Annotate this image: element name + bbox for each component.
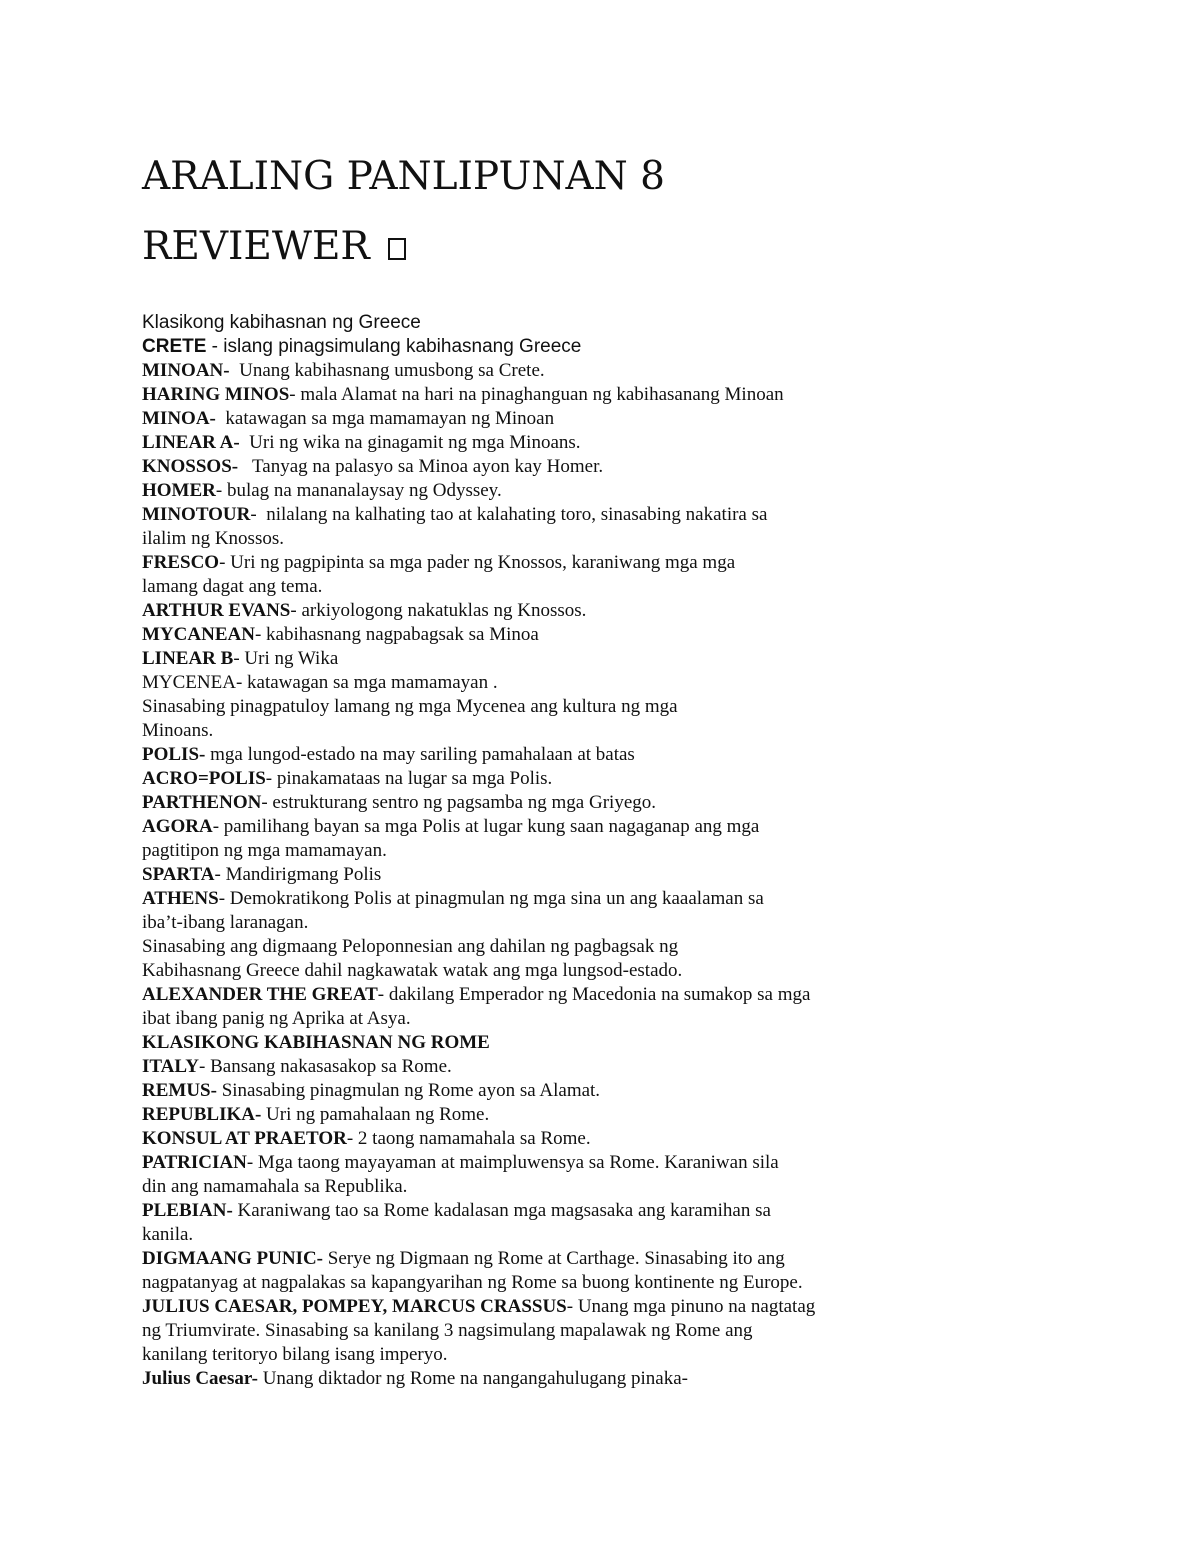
missing-glyph-box-icon — [388, 238, 406, 260]
term-description: din ang namamahala sa Republika. — [142, 1176, 408, 1197]
document-line — [142, 1055, 1152, 1079]
term-description: - mala Alamat na hari na pinaghanguan ng kabihasanang Minoan — [289, 384, 784, 405]
document-line — [142, 887, 1152, 911]
document-line — [142, 431, 1152, 455]
term-description: - arkiyologong nakatuklas ng Knossos. — [290, 600, 587, 621]
document-line — [142, 359, 1152, 383]
document-line — [142, 1367, 1152, 1391]
document-line — [142, 1223, 1152, 1247]
document-title-line-1 — [142, 154, 665, 200]
term-label: REPUBLIKA- — [142, 1104, 262, 1125]
term-description: mga lungod-estado na may sariling pamahalaan at batas — [205, 744, 635, 765]
term-label: ATHENS — [142, 888, 219, 909]
term-label: REMUS- — [142, 1080, 217, 1101]
document-line — [142, 383, 1152, 407]
term-description: - bulag na mananalaysay ng Odyssey. — [215, 480, 502, 501]
term-label: ITALY — [142, 1056, 200, 1077]
term-label: SPARTA — [142, 864, 215, 885]
document-line — [142, 1247, 1152, 1271]
document-line — [142, 839, 1152, 863]
document-line — [142, 479, 1152, 503]
document-line — [142, 1007, 1152, 1031]
term-label: ARTHUR EVANS — [142, 600, 291, 621]
term-label: LINEAR A- — [142, 432, 240, 453]
term-description: - Unang mga pinuno na nagtatag — [566, 1296, 816, 1317]
term-description: Sinasabing pinagpatuloy lamang ng mga Mycenea ang kultura ng mga — [142, 696, 678, 717]
term-label: LINEAR B — [142, 648, 234, 669]
document-line — [142, 671, 1152, 695]
document-line — [142, 575, 1152, 599]
document-line — [142, 1319, 1152, 1343]
document-line — [142, 959, 1152, 983]
document-title-line-2 — [142, 224, 406, 270]
term-label: AGORA — [142, 816, 213, 837]
term-description: - estrukturang sentro ng pagsamba ng mga Griyego. — [261, 792, 657, 813]
term-description: - Uri ng Wika — [233, 648, 339, 669]
term-description: katawagan sa mga mamamayan ng Minoan — [215, 408, 555, 429]
term-description: MYCENEA- katawagan sa mga mamamayan . — [142, 672, 498, 693]
term-label: ALEXANDER THE GREAT — [142, 984, 378, 1005]
document-line — [142, 1271, 1152, 1295]
term-description: - dakilang Emperador ng Macedonia na sumakop sa mga — [377, 984, 811, 1005]
document-line — [142, 1127, 1152, 1151]
term-description: ng Triumvirate. Sinasabing sa kanilang 3 nagsimulang mapalawak ng Rome ang — [142, 1320, 753, 1341]
term-description: Uri ng pamahalaan ng Rome. — [261, 1104, 490, 1125]
term-description: - Demokratikong Polis at pinagmulan ng mga sina un ang kaaalaman sa — [218, 888, 764, 909]
term-description: pagtitipon ng mga mamamayan. — [142, 840, 387, 861]
document-line — [142, 311, 1152, 335]
term-description: - islang pinagsimulang kabihasnang Greece — [206, 336, 582, 357]
document-line — [142, 527, 1152, 551]
term-label: CRETE — [142, 336, 207, 357]
document-line — [142, 767, 1152, 791]
document-line — [142, 599, 1152, 623]
term-description: nagpatanyag at nagpalakas sa kapangyarihan ng Rome sa buong kontinente ng Europe. — [142, 1272, 803, 1293]
term-description: - Bansang nakasasakop sa Rome. — [199, 1056, 452, 1077]
term-label: PLEBIAN- — [142, 1200, 233, 1221]
term-description: ibat ibang panig ng Aprika at Asya. — [142, 1008, 411, 1029]
document-line — [142, 815, 1152, 839]
term-description: - pinakamataas na lugar sa mga Polis. — [265, 768, 553, 789]
term-description: - Uri ng pagpipinta sa mga pader ng Knossos, karaniwang mga mga — [219, 552, 736, 573]
term-description: Serye ng Digmaan ng Rome at Carthage. Sinasabing ito ang — [323, 1248, 785, 1269]
document-line — [142, 1031, 1152, 1055]
term-description: Tanyag na palasyo sa Minoa ayon kay Homer. — [238, 456, 604, 477]
term-description: - Mandirigmang Polis — [214, 864, 382, 885]
document-line — [142, 1343, 1152, 1367]
term-label: MYCANEAN — [142, 624, 255, 645]
document-line — [142, 1103, 1152, 1127]
term-label: POLIS- — [142, 744, 206, 765]
term-label: PATRICIAN — [142, 1152, 247, 1173]
document-line — [142, 455, 1152, 479]
document-line — [142, 623, 1152, 647]
term-description: lamang dagat ang tema. — [142, 576, 323, 597]
term-description: - 2 taong namamahala sa Rome. — [346, 1128, 591, 1149]
title-text-2: REVIEWER — [142, 224, 370, 269]
document-line — [142, 695, 1152, 719]
term-label: KLASIKONG KABIHASNAN NG ROME — [142, 1032, 490, 1053]
term-label: HARING MINOS — [142, 384, 290, 405]
term-description: Unang diktador ng Rome na nangangahulugang pinaka- — [257, 1368, 688, 1389]
document-line — [142, 407, 1152, 431]
term-description: ilalim ng Knossos. — [142, 528, 284, 549]
term-label: MINOA- — [142, 408, 216, 429]
document-line — [142, 983, 1152, 1007]
document-line — [142, 1079, 1152, 1103]
document-line — [142, 743, 1152, 767]
term-label: MINOAN- — [142, 360, 230, 381]
document-line — [142, 647, 1152, 671]
document-line — [142, 551, 1152, 575]
term-description: - pamilihang bayan sa mga Polis at lugar kung saan nagaganap ang mga — [212, 816, 760, 837]
term-description: Minoans. — [142, 720, 214, 741]
term-description: kanilang teritoryo bilang isang imperyo. — [142, 1344, 448, 1365]
term-label: KNOSSOS- — [142, 456, 239, 477]
term-description: Kabihasnang Greece dahil nagkawatak watak ang mga lungsod-estado. — [142, 960, 683, 981]
term-description: - nilalang na kalhating tao at kalahating toro, sinasabing nakatira sa — [250, 504, 768, 525]
term-description: Unang kabihasnang umusbong sa Crete. — [229, 360, 545, 381]
document-line — [142, 503, 1152, 527]
term-label: DIGMAANG PUNIC- — [142, 1248, 324, 1269]
document-line — [142, 935, 1152, 959]
term-label: MINOTOUR — [142, 504, 251, 525]
term-label: Julius Caesar- — [142, 1368, 258, 1389]
title-text-1: ARALING PANLIPUNAN 8 — [142, 154, 665, 199]
term-label: KONSUL AT PRAETOR — [142, 1128, 347, 1149]
document-line — [142, 335, 1152, 359]
document-line — [142, 863, 1152, 887]
document-line — [142, 719, 1152, 743]
term-label: ACRO=POLIS — [142, 768, 266, 789]
document-line — [142, 1295, 1152, 1319]
term-description: kanila. — [142, 1224, 194, 1245]
document-line — [142, 1175, 1152, 1199]
document-body — [142, 311, 1152, 1391]
term-label: JULIUS CAESAR, POMPEY, MARCUS CRASSUS — [142, 1296, 567, 1317]
term-description: Klasikong kabihasnan ng Greece — [142, 312, 421, 333]
term-description: - Mga taong mayayaman at maimpluwensya sa Rome. Karaniwan sila — [246, 1152, 779, 1173]
term-description: Karaniwang tao sa Rome kadalasan mga magsasaka ang karamihan sa — [232, 1200, 771, 1221]
document-line — [142, 1151, 1152, 1175]
term-label: HOMER — [142, 480, 216, 501]
term-label: PARTHENON — [142, 792, 262, 813]
term-description: Uri ng wika na ginagamit ng mga Minoans. — [239, 432, 581, 453]
document-line — [142, 791, 1152, 815]
term-description: - kabihasnang nagpabagsak sa Minoa — [254, 624, 539, 645]
term-description: Sinasabing ang digmaang Peloponnesian ang dahilan ng pagbagsak ng — [142, 936, 679, 957]
document-line — [142, 1199, 1152, 1223]
term-description: Sinasabing pinagmulan ng Rome ayon sa Alamat. — [216, 1080, 601, 1101]
term-label: FRESCO — [142, 552, 220, 573]
term-description: iba’t-ibang laranagan. — [142, 912, 309, 933]
document-line — [142, 911, 1152, 935]
